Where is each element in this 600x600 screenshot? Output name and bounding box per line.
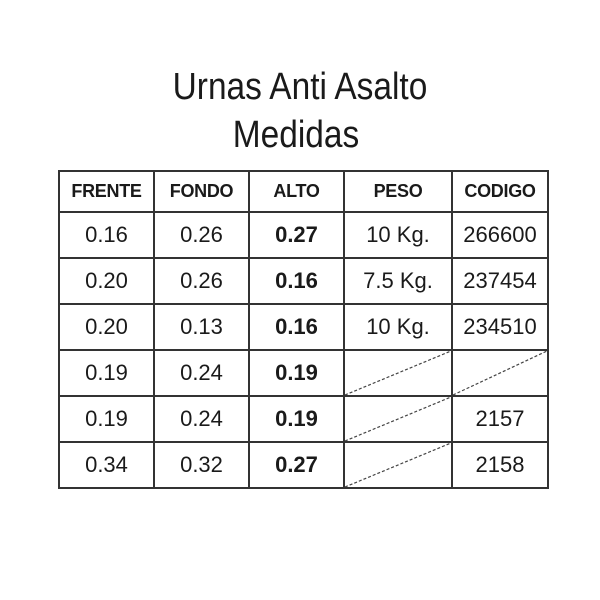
measurements-table: [58, 170, 549, 489]
cell-fondo: 0.32: [154, 442, 249, 488]
table-row: [59, 396, 548, 442]
cell-peso: [344, 396, 452, 442]
page-subtitle: Medidas: [232, 114, 360, 156]
cell-alto: 0.16: [249, 304, 344, 350]
cell-codigo: 237454: [452, 258, 548, 304]
cell-alto: 0.27: [249, 212, 344, 258]
header-codigo: CODIGO: [452, 171, 548, 212]
cell-frente: 0.19: [59, 350, 154, 396]
table-row: [59, 304, 548, 350]
cell-alto: 0.16: [249, 258, 344, 304]
cell-alto: 0.19: [249, 396, 344, 442]
page-title: Urnas Anti Asalto: [172, 66, 428, 108]
cell-codigo: 2158: [452, 442, 548, 488]
strikethrough-diagonal: [345, 351, 451, 395]
cell-alto: 0.27: [249, 442, 344, 488]
cell-peso: [344, 350, 452, 396]
cell-frente: 0.16: [59, 212, 154, 258]
cell-peso: 7.5 Kg.: [344, 258, 452, 304]
cell-fondo: 0.24: [154, 396, 249, 442]
header-fondo: FONDO: [154, 171, 249, 212]
cell-codigo: [452, 350, 548, 396]
cell-frente: 0.19: [59, 396, 154, 442]
cell-peso: 10 Kg.: [344, 304, 452, 350]
header-alto: ALTO: [249, 171, 344, 212]
header-peso: PESO: [344, 171, 452, 212]
table-row: [59, 258, 548, 304]
strikethrough-diagonal: [345, 443, 451, 487]
cell-peso: [344, 442, 452, 488]
cell-fondo: 0.26: [154, 258, 249, 304]
strikethrough-diagonal: [453, 351, 547, 395]
cell-fondo: 0.13: [154, 304, 249, 350]
cell-frente: 0.20: [59, 304, 154, 350]
cell-frente: 0.20: [59, 258, 154, 304]
cell-codigo: 234510: [452, 304, 548, 350]
table-row: [59, 350, 548, 396]
table-row: [59, 442, 548, 488]
cell-peso: 10 Kg.: [344, 212, 452, 258]
cell-alto: 0.19: [249, 350, 344, 396]
header-frente: FRENTE: [59, 171, 154, 212]
strikethrough-diagonal: [345, 397, 451, 441]
cell-codigo: 266600: [452, 212, 548, 258]
cell-fondo: 0.26: [154, 212, 249, 258]
table-row: [59, 212, 548, 258]
cell-fondo: 0.24: [154, 350, 249, 396]
cell-frente: 0.34: [59, 442, 154, 488]
table-header-row: [59, 171, 548, 212]
cell-codigo: 2157: [452, 396, 548, 442]
